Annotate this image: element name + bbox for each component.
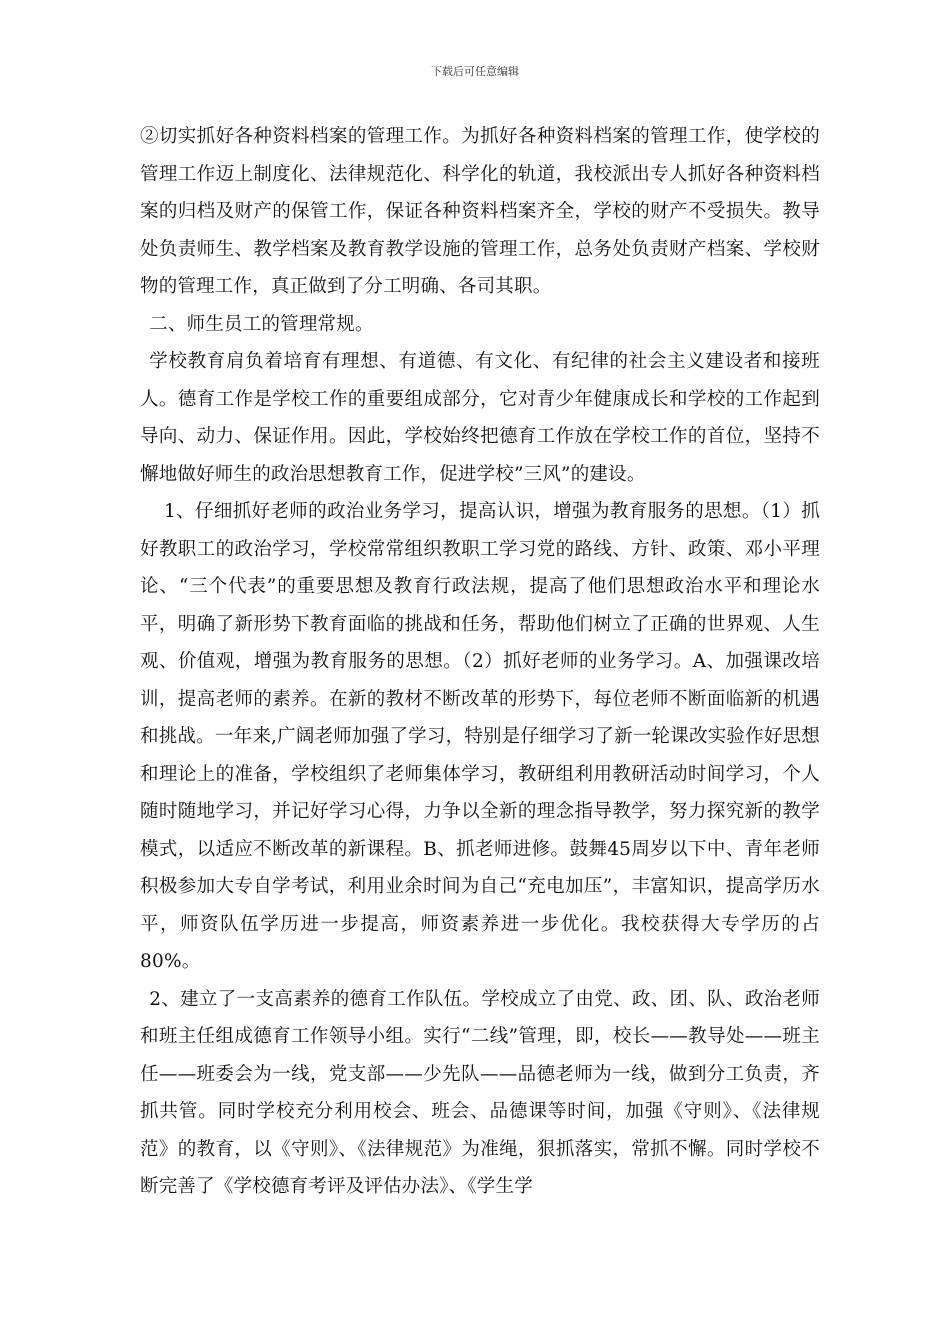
document-body (140, 118, 820, 1206)
paragraph-teacher-study: 1、仔细抓好老师的政治业务学习，提高认识，增强为教育服务的思想。（1）抓好教职工的政治学习，学校常常组织教职工学习党的路线、方针、政策、邓小平理论、“三个代表”的重要思想及教育行政法规，提高了他们思想政治水平和理论水平，明确了新形势下教育面临的挑战和任务，帮助他们树立了正确的世界观、人生观、价值观，增强为教育服务的思想。（2）抓好老师的业务学习。A、加强课改培训，提高老师的素养。在新的教材不断改革的形势下，每位老师不断面临新的机遇和挑战。一年来,广阔老师加强了学习，特别是仔细学习了新一轮课改实验作好思想和理论上的准备，学校组织了老师集体学习，教研组利用教研活动时间学习，个人随时随地学习，并记好学习心得，力争以全新的理念指导教学，努力探究新的教学模式，以适应不断改革的新课程。B、抓老师进修。鼓舞45周岁以下中、青年老师积极参加大专自学考试，利用业余时间为自己“充电加压”，丰富知识，提高学历水平，师资队伍学历进一步提高，师资素养进一步优化。我校获得大专学历的占80%。 (140, 501, 820, 972)
section-heading-staff-management: 二、师生员工的管理常规。 (149, 313, 374, 335)
paragraph-moral-education: 学校教育肩负着培育有理想、有道德、有文化、有纪律的社会主义建设者和接班人。德育工作是学校工作的重要组成部分，它对青少年健康成长和学校的工作起到导向、动力、保证作用。因此，学校始终把德育工作放在学校工作的首位，坚持不懈地做好师生的政治思想教育工作，促进学校”三风”的建设。 (140, 351, 820, 485)
paragraph-moral-team: 2、建立了一支高素养的德育工作队伍。学校成立了由党、政、团、队、政治老师和班主任组成德育工作领导小组。实行“二线”管理，即，校长——教导处——班主任——班委会为一线，党支部——少先队——品德老师为一线，做到分工负责，齐抓共管。同时学校充分利用校会、班会、品德课等时间，加强《守则》、《法律规范》的教育，以《守则》、《法律规范》为准绳，狠抓落实，常抓不懈。同时学校不断完善了《学校德育考评及评估办法》、《学生学 (140, 988, 820, 1197)
paragraph-archives: ②切实抓好各种资料档案的管理工作。为抓好各种资料档案的管理工作，使学校的管理工作迈上制度化、法律规范化、科学化的轨道，我校派出专人抓好各种资料档案的归档及财产的保管工作，保证各种资料档案齐全，学校的财产不受损失。教导处负责师生、教学档案及教育教学设施的管理工作，总务处负责财产档案、学校财物的管理工作，真正做到了分工明确、各司其职。 (140, 126, 820, 297)
page-header: 下载后可任意编辑 (431, 65, 519, 78)
